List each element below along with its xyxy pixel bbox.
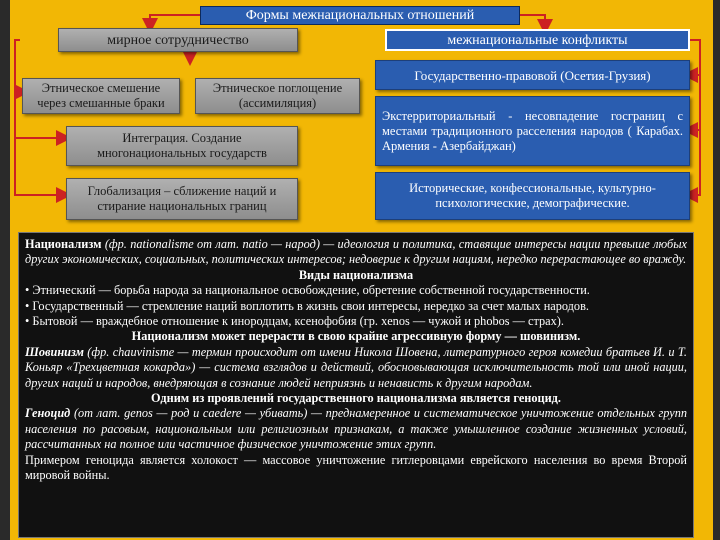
- genocide-term: Геноцид: [25, 406, 71, 421]
- nationalism-text-panel: [18, 232, 694, 538]
- nationalism-definition: [25, 237, 687, 268]
- shovinism-definition: [25, 345, 687, 391]
- arrow-to-conflicts: [517, 15, 545, 27]
- shovinism-term: Шовинизм: [25, 344, 84, 359]
- genocide-definition-body: (от лат. genos — род и caedere — убивать) — преднамеренное и систематическое уничтожение отдельных групп населения по расовым, национальным или религиозным признакам, а также умышленное создание жизненных условий, рассчитанных на полное или частичное физическое уничтожение этих групп.: [25, 406, 687, 452]
- type-state: • Государственный — стремление наций воплотить в жизнь свои интересы, нередко за счет малых народов.: [25, 298, 589, 313]
- shovinism-heading: Национализм может перерасти в свою крайне агрессивную форму — шовинизм.: [131, 329, 581, 344]
- type-domestic: • Бытовой — враждебное отношение к инородцам, ксенофобия (гр. xenos — чужой и phobos — страх).: [25, 314, 564, 329]
- nationalism-definition-body: (фр. nationalisme от лат. natio — народ) — идеология и политика, ставящие интересы нации превыше любых других экономических, социальных, политических интересов; недоверие к другим нациям, нередко перерастающее во вражду.: [25, 237, 687, 267]
- conflicts-header: межнациональные конфликты: [385, 29, 690, 51]
- shovinism-definition-body: (фр. chauvinisme — термин происходит от имени Никола Шовена, литературного героя комедии братьев И. и Т. Коньяр «Трехцветная кокарда») — система взглядов и действий, обосновывающая исключительность той или иной нации, других наций и народов, внедряющая в сознание людей неприязнь и ненависть к другим народам.: [25, 344, 687, 390]
- type-ethnic: • Этнический — борьба народа за национальное освобождение, обретение собственной государственности.: [25, 283, 590, 298]
- types-heading: Виды национализма: [298, 267, 414, 282]
- peaceful-header: мирное сотрудничество: [58, 28, 298, 52]
- nationalism-term: Национализм: [25, 237, 102, 251]
- peaceful-item-globalization: Глобализация – сближение наций и стирание национальных границ: [66, 178, 298, 220]
- conflicts-branch: [690, 40, 700, 195]
- holocaust-example: Примером геноцида является холокост — массовое уничтожение гитлеровцами еврейского населения во время Второй мировой войны.: [25, 452, 687, 483]
- conflict-item-historical: Исторические, конфессиональные, культурно-психологические, демографические.: [375, 172, 690, 220]
- genocide-definition: [25, 406, 687, 452]
- conflict-item-state-legal: Государственно-правовой (Осетия-Грузия): [375, 60, 690, 90]
- conflict-item-extraterritorial: Экстерриториальный - несовпадение госграниц с местами традиционного расселения народов ( Карабах. Армения - Азербайджан): [375, 96, 690, 166]
- arrow-to-peaceful: [150, 15, 205, 26]
- peaceful-branch: [15, 40, 64, 195]
- peaceful-item-integration: Интеграция. Создание многонациональных государств: [66, 126, 298, 166]
- peaceful-item-assimilation: Этническое поглощение (ассимиляция): [195, 78, 360, 114]
- genocide-heading: Одним из проявлений государственного национализма является геноцид.: [151, 391, 561, 406]
- diagram-title: Формы межнациональных отношений: [200, 6, 520, 25]
- peaceful-item-mixing: Этническое смешение через смешанные браки: [22, 78, 180, 114]
